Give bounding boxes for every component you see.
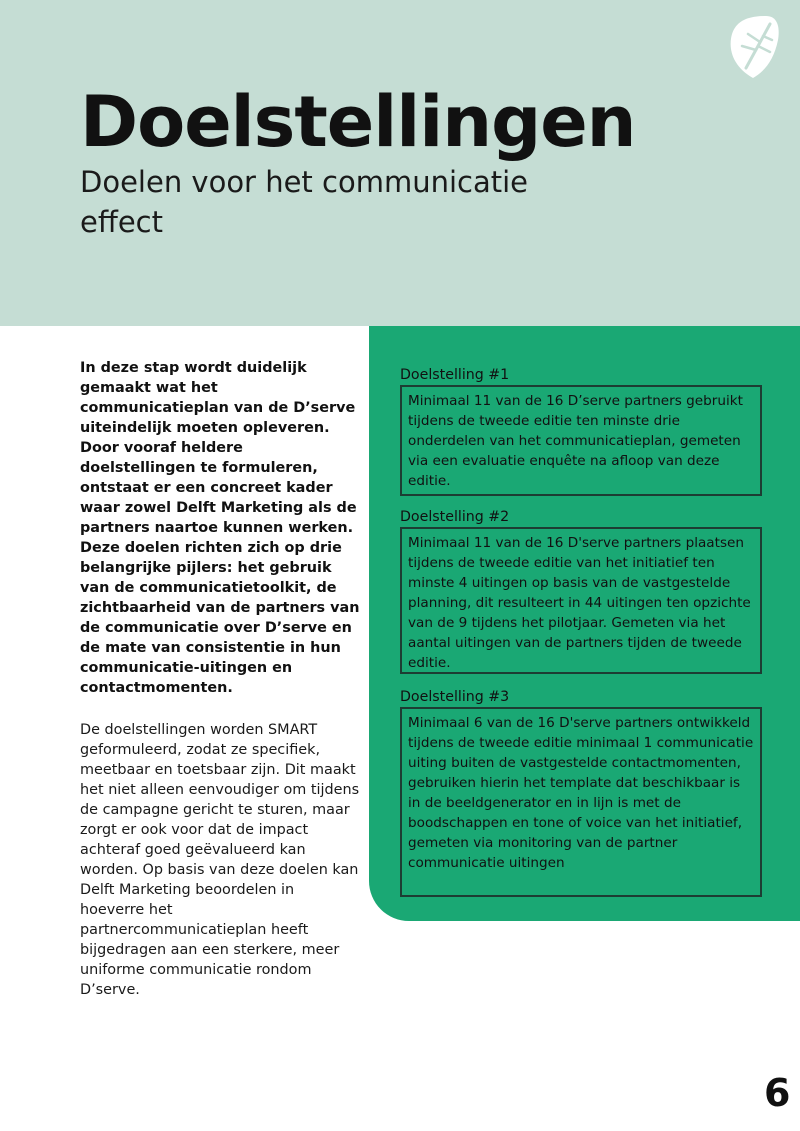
goal-3-box: Minimaal 6 van de 16 D'serve partners ontwikkeld tijdens de tweede editie minimaal 1 communicatie uiting buiten de vastgestelde contactmomenten, gebruiken hierin het template dat beschikbaar is in de beeldgenerator en in lijn is met de boodschappen en tone of voice van het initiatief, gemeten via monitoring van de partner communicatie uitingen xyxy=(400,707,762,897)
goal-3-label: Doelstelling #3 xyxy=(400,689,510,705)
page-subtitle: Doelen voor het communicatie effect xyxy=(80,165,528,239)
intro-bold-paragraph: In deze stap wordt duidelijk gemaakt wat het communicatieplan van de D’serve uiteindelijk moeten opleveren. Door vooraf heldere doelstellingen te formuleren, ontstaat er een concreet kader waar zowel Delft Marketing als de partners naartoe kunnen werken. Deze doelen richten zich op drie belangrijke pijlers: het gebruik van de communicatietoolkit, de zichtbaarheid van de partners van de communicatie over D’serve en de mate van consistentie in hun communicatie-uitingen en contactmomenten. xyxy=(80,360,360,696)
goal-2-box: Minimaal 11 van de 16 D'serve partners plaatsen tijdens de tweede editie van het initiatief ten minste 4 uitingen op basis van de vastgestelde planning, dit resulteert in 44 uitingen ten opzichte van de 9 tijdens het pilotjaar. Gemeten via het aantal uitingen van de partners tijden de tweede editie. xyxy=(400,527,762,674)
leaf-icon xyxy=(726,14,780,80)
goal-2-label: Doelstelling #2 xyxy=(400,509,510,525)
goal-1-box: Minimaal 11 van de 16 D’serve partners gebruikt tijdens de tweede editie ten minste drie onderdelen van het communicatieplan, gemeten via een evaluatie enquête na afloop van deze editie. xyxy=(400,385,762,496)
intro-paragraph: De doelstellingen worden SMART geformuleerd, zodat ze specifiek, meetbaar en toetsbaar zijn. Dit maakt het niet alleen eenvoudiger om tijdens de campagne gericht te sturen, maar zorgt er ook voor dat de impact achteraf goed geëvalueerd kan worden. Op basis van deze doelen kan Delft Marketing beoordelen in hoeverre het partnercommunicatieplan heeft bijgedragen aan een sterkere, meer uniforme communicatie rondom D’serve. xyxy=(80,722,360,998)
header-banner xyxy=(0,0,800,326)
page-title: Doelstellingen xyxy=(80,81,636,163)
page-number: 6 xyxy=(764,1071,791,1115)
goal-1-label: Doelstelling #1 xyxy=(400,367,510,383)
